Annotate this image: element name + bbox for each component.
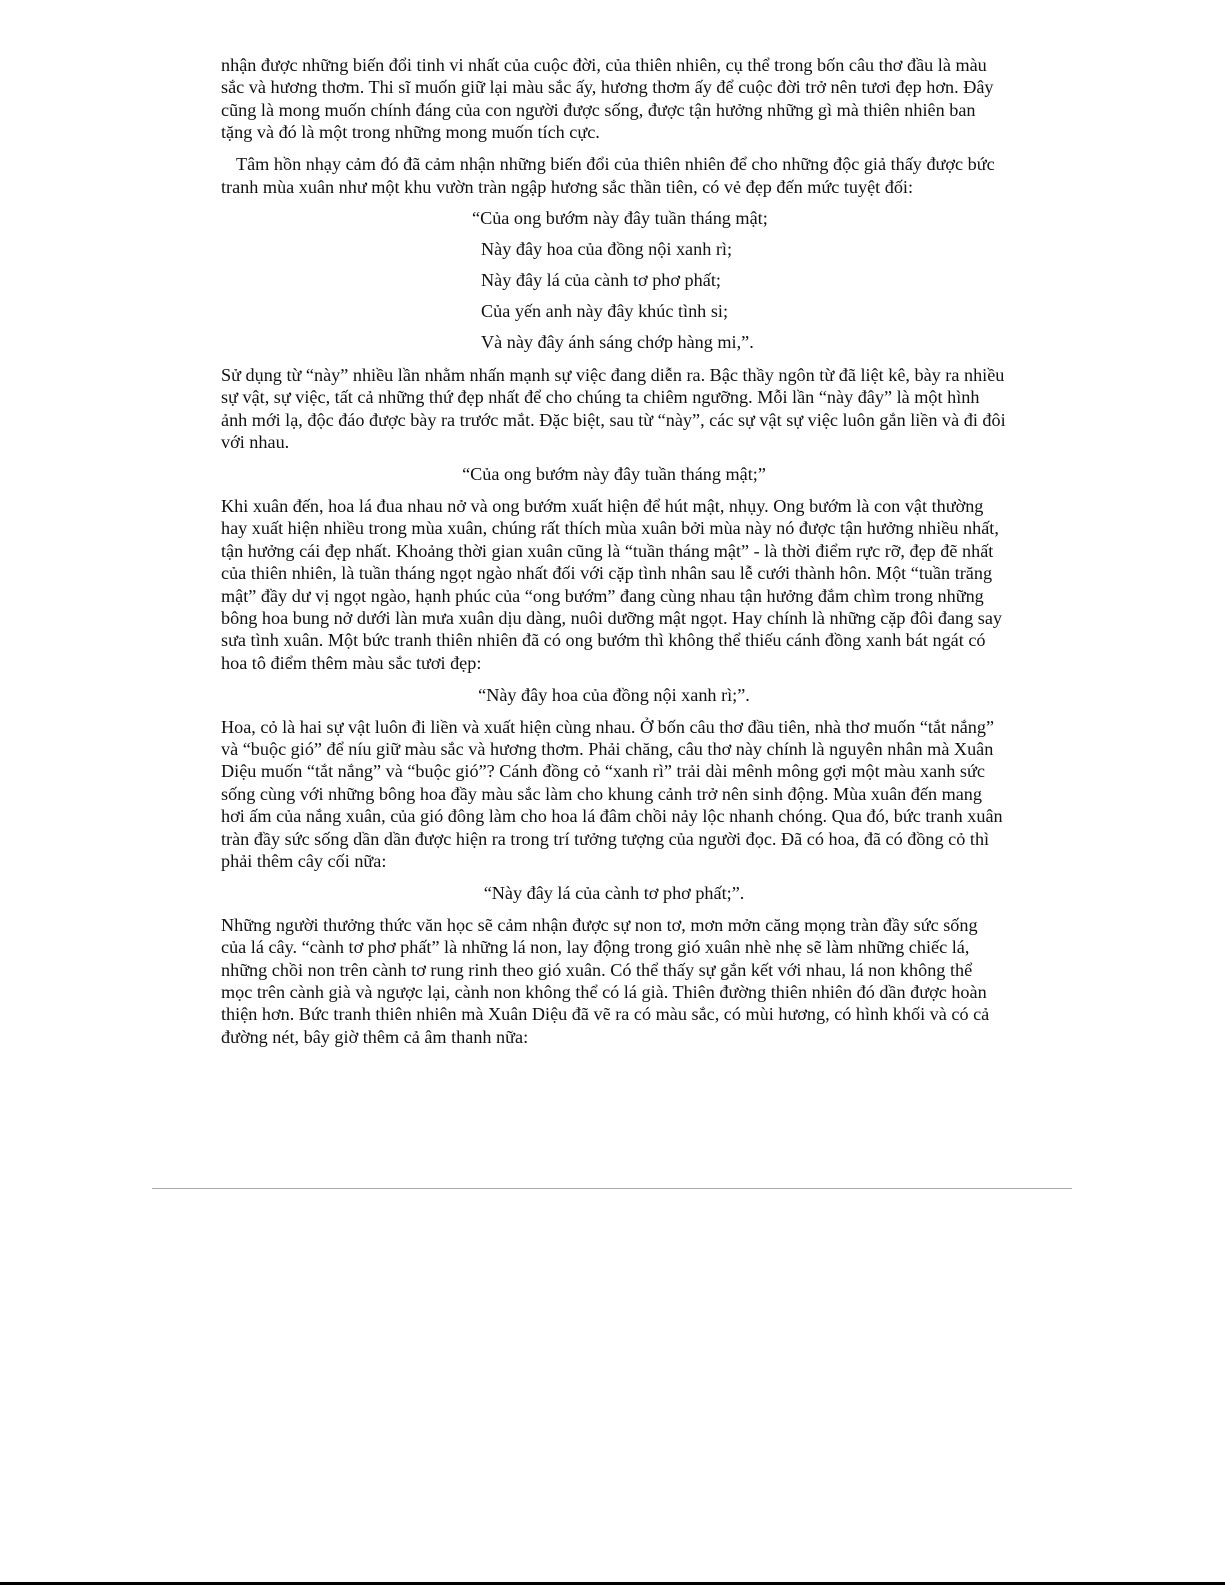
paragraph-spring-garden: Tâm hồn nhạy cảm đó đã cảm nhận những biến đổi của thiên nhiên để cho những độc giả thấy được bức tranh mùa xuân như một khu vườn tràn ngập hương sắc thần tiên, có vẻ đẹp đến mức tuyệt đối: xyxy=(221,154,995,197)
quote-la-canh-to: “Này đây lá của cành tơ phơ phất;”. xyxy=(483,882,745,903)
paragraph-bees-butterflies: Khi xuân đến, hoa lá đua nhau nở và ong bướm xuất hiện để hút mật, nhụy. Ong bướm là con vật thường hay xuất hiện nhiều trong mùa xuân, chúng rất thích mùa xuân bởi mùa này nó được tận hưởng nhiều nhất, tận hưởng cái đẹp nhất. Khoảng thời gian xuân cũng là “tuần tháng mật” - là thời điểm rực rỡ, đẹp đẽ nhất của thiên nhiên, là tuần tháng ngọt ngào nhất đối với cặp tình nhân sau lễ cưới thành hôn. Một “tuần trăng mật” đầy dư vị ngọt ngào, hạnh phúc của “ong bướm” đang cùng nhau tận hưởng đắm chìm trong những bông hoa bung nở dưới làn mưa xuân dịu dàng, nuôi dưỡng mật ngọt. Hay chính là những cặp đôi đang say sưa tình xuân. Một bức tranh thiên nhiên đã có ong bướm thì không thể thiếu cánh đồng xanh bát ngát có hoa tô điểm thêm màu sắc tươi đẹp: xyxy=(221,495,1003,673)
document-page xyxy=(221,54,1007,1058)
poem-line-3: Này đây lá của cành tơ phơ phất; xyxy=(481,270,721,291)
poem-line-1: “Của ong bướm này đây tuần tháng mật; xyxy=(472,208,768,229)
poem-stanza xyxy=(221,207,1007,353)
poem-line-5: Và này đây ánh sáng chớp hàng mi,”. xyxy=(481,332,754,353)
poem-line-4: Của yến anh này đây khúc tình si; xyxy=(481,301,728,322)
poem-line-2: Này đây hoa của đồng nội xanh rì; xyxy=(481,239,733,260)
page-divider xyxy=(152,1188,1072,1189)
paragraph-flowers-grass: Hoa, cỏ là hai sự vật luôn đi liền và xuất hiện cùng nhau. Ở bốn câu thơ đầu tiên, nhà thơ muốn “tắt nắng” và “buộc gió” để níu giữ màu sắc và hương thơm. Phải chăng, câu thơ này chính là nguyên nhân mà Xuân Diệu muốn “tắt nắng” và “buộc gió”? Cánh đồng cỏ “xanh rì” trải dài mênh mông gợi một màu xanh sức sống cùng với những bông hoa đầy màu sắc làm cho khung cảnh trở nên sinh động. Mùa xuân đến mang hơi ấm của nắng xuân, của gió đông làm cho hoa lá đâm chồi nảy lộc nhanh chóng. Qua đó, bức tranh xuân tràn đầy sức sống dần dần được hiện ra trong trí tưởng tượng của người đọc. Đã có hoa, đã có đồng cỏ thì phải thêm cây cối nữa: xyxy=(221,716,1003,871)
paragraph-nay-analysis: Sử dụng từ “này” nhiều lần nhằm nhấn mạnh sự việc đang diễn ra. Bậc thầy ngôn từ đã liệt kê, bày ra nhiều sự vật, sự việc, tất cả những thứ đẹp nhất để cho chúng ta chiêm ngưỡng. Mỗi lần “này đây” là một hình ảnh mới lạ, độc đáo được bày ra trước mắt. Đặc biệt, sau từ “này”, các sự vật sự việc luôn gắn liền và đi đôi với nhau. xyxy=(221,364,1006,453)
paragraph-intro: nhận được những biến đổi tinh vi nhất của cuộc đời, của thiên nhiên, cụ thể trong bốn câu thơ đầu là màu sắc và hương thơm. Thi sĩ muốn giữ lại màu sắc ấy, hương thơm ấy để cuộc đời trở nên tươi đẹp hơn. Đây cũng là mong muốn chính đáng của con người được sống, được tận hưởng những gì mà thiên nhiên ban tặng và đó là một trong những mong muốn tích cực. xyxy=(221,55,994,143)
quote-hoa-dong-noi: “Này đây hoa của đồng nội xanh rì;”. xyxy=(478,684,750,705)
paragraph-young-leaves: Những người thưởng thức văn học sẽ cảm nhận được sự non tơ, mơn mởn căng mọng tràn đầy sức sống của lá cây. “cành tơ phơ phất” là những lá non, lay động trong gió xuân nhè nhẹ sẽ làm những chiếc lá, những chồi non trên cành tơ rung rinh theo gió xuân. Có thể thấy sự gắn kết với nhau, lá non không thể mọc trên cành già và ngược lại, cành non không thể có lá già. Thiên đường thiên nhiên đó dần được hoàn thiện hơn. Bức tranh thiên nhiên mà Xuân Diệu đã vẽ ra có màu sắc, có mùi hương, có hình khối và có cả đường nét, bây giờ thêm cả âm thanh nữa: xyxy=(221,914,990,1047)
quote-ong-buom: “Của ong bướm này đây tuần tháng mật;” xyxy=(462,463,766,484)
